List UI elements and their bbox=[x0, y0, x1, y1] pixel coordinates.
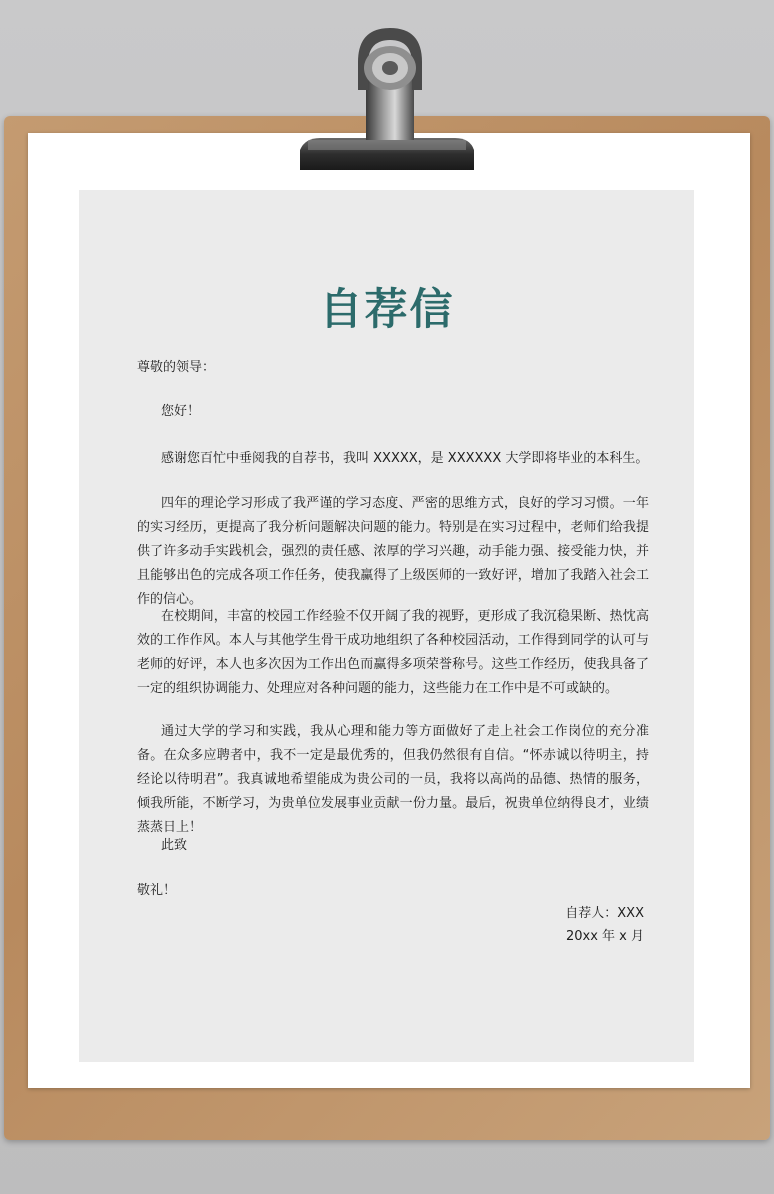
letter-title: 自荐信 bbox=[319, 285, 455, 335]
intro-paragraph: 感谢您百忙中垂阅我的自荐书，我叫 XXXXX，是 XXXXXX 大学即将毕业的本科生。 bbox=[161, 451, 649, 466]
body-paragraph-3: 通过大学的学习和实践，我从心理和能力等方面做好了走上社会工作岗位的充分准备。在众多应聘者中，我不一定是最优秀的，但我仍然很有自信。“怀赤诚以待明主，持经论以待明君”。我真诚地希望能成为贵公司的一员，我将以高尚的品德、热情的服务，倾我所能，不断学习，为贵单位发展事业贡献一份力量。最后，祝贵单位纳得良才，业绩蒸蒸日上！ bbox=[137, 724, 649, 835]
letter-date: 20xx 年 x 月 bbox=[565, 929, 644, 944]
body-paragraph-1: 四年的理论学习形成了我严谨的学习态度、严密的思维方式，良好的学习习惯。一年的实习经历，更提高了我分析问题解决问题的能力。特别是在实习过程中，老师们给我提供了许多动手实践机会，强烈的责任感、浓厚的学习兴趣，动手能力强、接受能力快，并且能够出色的完成各项工作任务，使我赢得了上级医师的一致好评，增加了我踏入社会工作的信心。 bbox=[137, 496, 649, 607]
body-paragraph-2: 在校期间，丰富的校园工作经验不仅开阔了我的视野，更形成了我沉稳果断、热忱高效的工作作风。本人与其他学生骨干成功地组织了各种校园活动，工作得到同学的认可与老师的好评，本人也多次因为工作出色而赢得多项荣誉称号。这些工作经历，使我具备了一定的组织协调能力、处理应对各种问题的能力，这些能力在工作中是不可或缺的。 bbox=[137, 609, 649, 696]
greeting: 您好！ bbox=[161, 404, 201, 419]
closing: 此致 bbox=[161, 838, 188, 853]
salutation: 尊敬的领导： bbox=[137, 360, 216, 375]
signature: 自荐人：XXX bbox=[565, 906, 644, 921]
regards: 敬礼！ bbox=[137, 883, 177, 898]
